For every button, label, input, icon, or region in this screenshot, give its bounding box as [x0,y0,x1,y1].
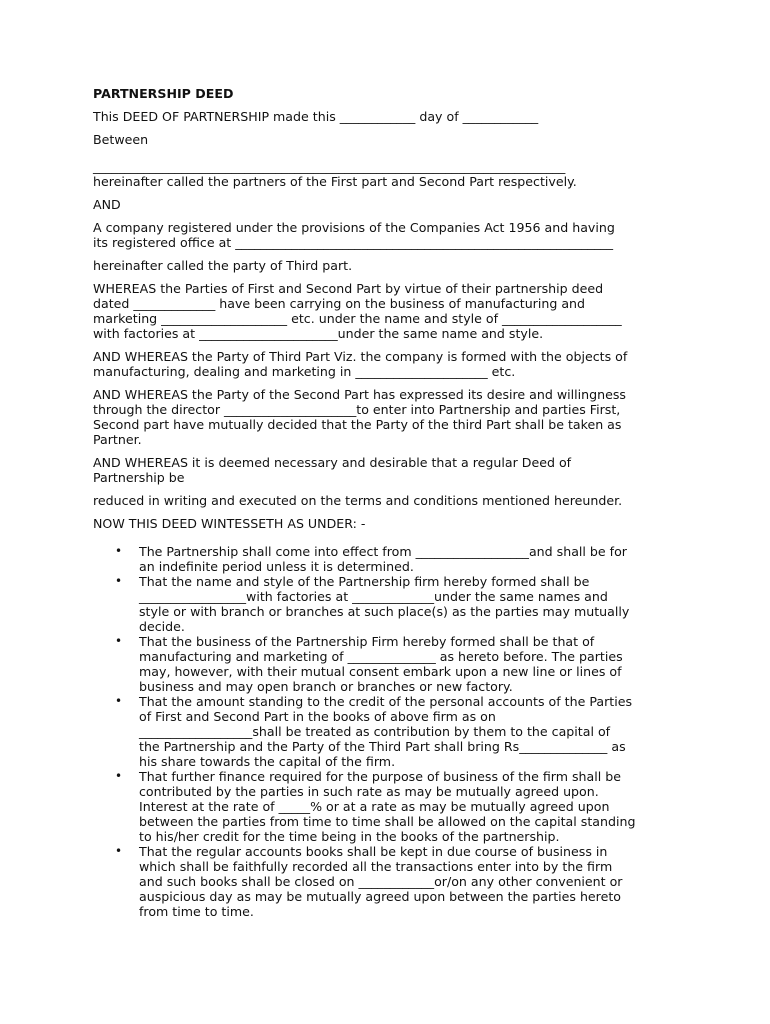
company-paragraph: A company registered under the provisions of the Companies Act 1956 and having its registered office at ____________________________________________________________ [93,220,615,250]
clause-item [93,634,678,694]
bullet-icon: • [115,844,123,858]
intro-paragraph: This DEED OF PARTNERSHIP made this ____________ day of ____________ [93,109,539,124]
reduced-paragraph: reduced in writing and executed on the terms and conditions mentioned hereunder. [93,493,623,508]
bullet-icon: • [115,634,123,648]
document-page [93,86,678,919]
clause-text: The Partnership shall come into effect from __________________and shall be for an indefinite period unless it is determined. [139,544,627,574]
clause-text: That further finance required for the purpose of business of the firm shall be contributed by the parties in such rate as may be mutually agreed upon. Interest at the rate of _____% or at a rate as may be mutually agreed upon between the parties from time to time shall be allowed on the capital standing to his/her credit for the time being in the books of the partnership. [139,769,636,844]
third-party-paragraph: hereinafter called the party of Third part. [93,258,353,273]
clause-text: That the amount standing to the credit of the personal accounts of the Parties of First and Second Part in the books of above firm as on __________________shall be treated as contribution by them to the capital of the Partnership and the Party of the Third Part shall bring Rs______________ as his share towards the capital of the firm. [139,694,633,769]
whereas-paragraph-4: AND WHEREAS it is deemed necessary and desirable that a regular Deed of Partnership be [93,455,572,485]
clause-item [93,769,678,844]
whereas-paragraph-1: WHEREAS the Parties of First and Second Part by virtue of their partnership deed dated _____________ have been carrying on the business of manufacturing and marketing ____________________ etc. under the name and style of ___________________ with factories at ______________________under the same name and style. [93,281,622,341]
clause-text: That the business of the Partnership Firm hereby formed shall be that of manufacturing and marketing of ______________ as hereto before. The parties may, however, with their mutual consent embark upon a new line or lines of business and may open branch or branches or new factory. [139,634,623,694]
bullet-icon: • [115,769,123,783]
whereas-paragraph-2: AND WHEREAS the Party of Third Part Viz. the company is formed with the objects of manufacturing, dealing and marketing in _____________________ etc. [93,349,628,379]
between-label: Between [93,132,149,147]
bullet-icon: • [115,694,123,708]
clause-item [93,544,678,574]
first-second-parties-paragraph: hereinafter called the partners of the First part and Second Part respectively. [93,174,577,189]
bullet-icon: • [115,544,123,558]
clause-text: That the regular accounts books shall be kept in due course of business in which shall be faithfully recorded all the transactions enter into by the firm and such books shall be closed on ____________or/on any other convenient or auspicious day as may be mutually agreed upon between the parties hereto from time to time. [139,844,623,919]
and-label: AND [93,197,121,212]
clause-item [93,574,678,634]
now-this-deed-heading: NOW THIS DEED WINTESSETH AS UNDER: - [93,516,366,531]
clause-item [93,844,678,919]
clause-text: That the name and style of the Partnership firm hereby formed shall be _________________with factories at _____________under the same names and style or with branch or branches at such place(s) as the parties may mutually decide. [139,574,630,634]
document-title: PARTNERSHIP DEED [93,86,234,101]
parties-blank-line: ___________________________________________________________________________ [93,159,566,174]
whereas-paragraph-3: AND WHEREAS the Party of the Second Part has expressed its desire and willingness through the director _____________________to enter into Partnership and parties First, Second part have mutually decided that the Party of the third Part shall be taken as Partner. [93,387,626,447]
bullet-icon: • [115,574,123,588]
clause-item [93,694,678,769]
clauses-list [93,544,678,919]
